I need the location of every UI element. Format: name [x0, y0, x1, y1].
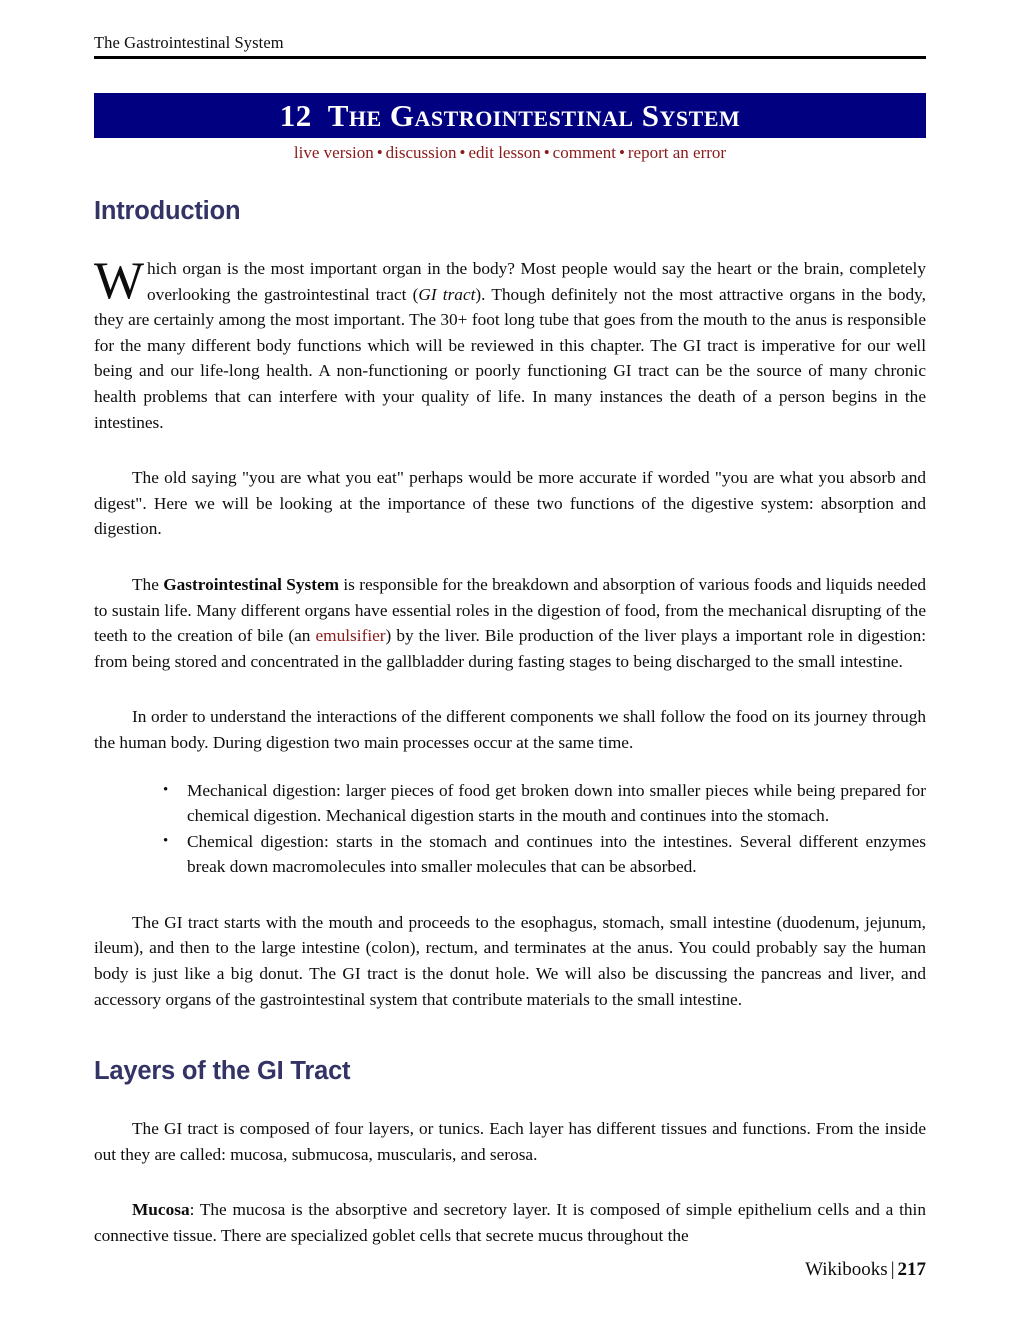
paragraph-intro-1-text-a: hich organ is the most important organ in the body? Most people would say the heart or the brain, completely overlooking the gastrointestinal tract ( — [147, 259, 926, 304]
nav-link-edit-lesson[interactable]: edit lesson — [468, 143, 541, 162]
content-column — [94, 196, 926, 1249]
chapter-title-text: The Gastrointestinal System — [327, 97, 741, 133]
chapter-number: 12 — [279, 97, 312, 133]
nav-separator: • — [376, 143, 383, 162]
nav-separator: • — [459, 143, 466, 162]
header-rule — [94, 56, 926, 59]
bold-gastrointestinal-system: Gastrointestinal System — [163, 574, 340, 594]
nav-link-report-an-error[interactable]: report an error — [627, 143, 727, 162]
link-emulsifier[interactable]: emulsifier — [315, 626, 386, 646]
page-footer — [94, 1258, 926, 1282]
spacer — [94, 756, 926, 778]
nav-link-comment[interactable]: comment — [552, 143, 616, 162]
spacer — [94, 1012, 926, 1056]
dropcap-letter: W — [94, 252, 145, 310]
paragraph-intro-3-text-a: The — [132, 574, 164, 594]
heading-introduction: Introduction — [94, 197, 241, 225]
paragraph-intro-3-text-c: ) by the liver. Bile production of the liver plays a important role in digestion: from being stored and concentrated in the gallbladder during fasting stages to being discharged to the small intestine. — [94, 626, 927, 671]
footer-source: Wikibooks — [805, 1259, 888, 1280]
spacer — [94, 1167, 926, 1197]
paragraph-layers-2 — [94, 1197, 926, 1248]
italic-gi-tract: GI tract — [418, 284, 476, 304]
paragraph-intro-3 — [94, 572, 926, 674]
chapter-nav-links — [94, 142, 926, 164]
list-item-text: Chemical digestion: starts in the stomach and continues into the intestines. Several different enzymes break down macromolecules into smaller molecules that can be absorbed. — [187, 831, 926, 877]
chapter-title-bar — [94, 93, 926, 138]
running-header-title: The Gastrointestinal System — [94, 33, 284, 52]
spacer — [94, 435, 926, 465]
paragraph-intro-2: The old saying "you are what you eat" perhaps would be more accurate if worded "you are what you absorb and digest". Here we will be looking at the importance of these two functions of the digestive system: absorption and digestion. — [94, 468, 926, 539]
heading-layers-of-the-gi-tract: Layers of the GI Tract — [94, 1057, 351, 1086]
spacer — [94, 880, 926, 910]
chapter-title — [280, 99, 741, 133]
bullet-icon: • — [163, 832, 169, 849]
paragraph-layers-1: The GI tract is composed of four layers, or tunics. Each layer has different tissues and functions. From the inside out they are called: mucosa, submucosa, muscularis, and serosa. — [94, 1119, 926, 1164]
list-item — [94, 829, 926, 880]
paragraph-intro-4: In order to understand the interactions of the different components we shall follow the food on its journey through the human body. During digestion two main processes occur at the same time. — [94, 707, 926, 752]
spacer — [94, 226, 926, 256]
footer-separator: | — [890, 1259, 895, 1280]
paragraph-intro-1 — [94, 252, 926, 435]
digestion-bullet-list — [94, 778, 926, 880]
nav-link-live-version[interactable]: live version — [293, 143, 374, 162]
paragraph-intro-1-text-b: ). Though definitely not the most attractive organs in the body, they are certainly among the most important. The 30+ foot long tube that goes from the mouth to the anus is responsible for the many different body functions which will be reviewed in this chapter. The GI tract is imperative for our well being and our life-long health. A non-functioning or poorly functioning GI tract can be the source of many chronic health problems that can interfere with your quality of life. In many instances the death of a person begins in the intestines. — [94, 284, 926, 432]
list-item-text: Mechanical digestion: larger pieces of food get broken down into smaller pieces while being prepared for chemical digestion. Mechanical digestion starts in the mouth and continues into the stomach. — [187, 780, 926, 826]
bullet-icon: • — [163, 781, 169, 798]
page-number: 217 — [897, 1259, 926, 1280]
spacer — [94, 674, 926, 704]
spacer — [94, 542, 926, 572]
paragraph-intro-3-text-b: is responsible for the breakdown and absorption of various foods and liquids needed to sustain life. Many different organs have essential roles in the digestion of food, from the mechanical disrupting of the teeth to the creation of bile (an — [94, 574, 927, 646]
paragraph-intro-5: The GI tract starts with the mouth and proceeds to the esophagus, stomach, small intestine (duodenum, jejunum, ileum), and then to the large intestine (colon), rectum, and terminates at the anus. You could probably say the human body is just like a big donut. The GI tract is the donut hole. We will also be discussing the pancreas and liver, and accessory organs of the gastrointestinal system that contribute materials to the small intestine. — [94, 912, 926, 1009]
nav-separator: • — [543, 143, 550, 162]
nav-link-discussion[interactable]: discussion — [385, 143, 457, 162]
bold-mucosa: Mucosa — [132, 1200, 190, 1220]
paragraph-layers-2-text: : The mucosa is the absorptive and secretory layer. It is composed of simple epithelium cells and a thin connective tissue. There are specialized goblet cells that secrete mucus throughout the — [94, 1200, 926, 1246]
spacer — [94, 1086, 926, 1116]
running-header — [94, 33, 926, 59]
nav-separator: • — [618, 143, 625, 162]
list-item — [94, 778, 926, 829]
